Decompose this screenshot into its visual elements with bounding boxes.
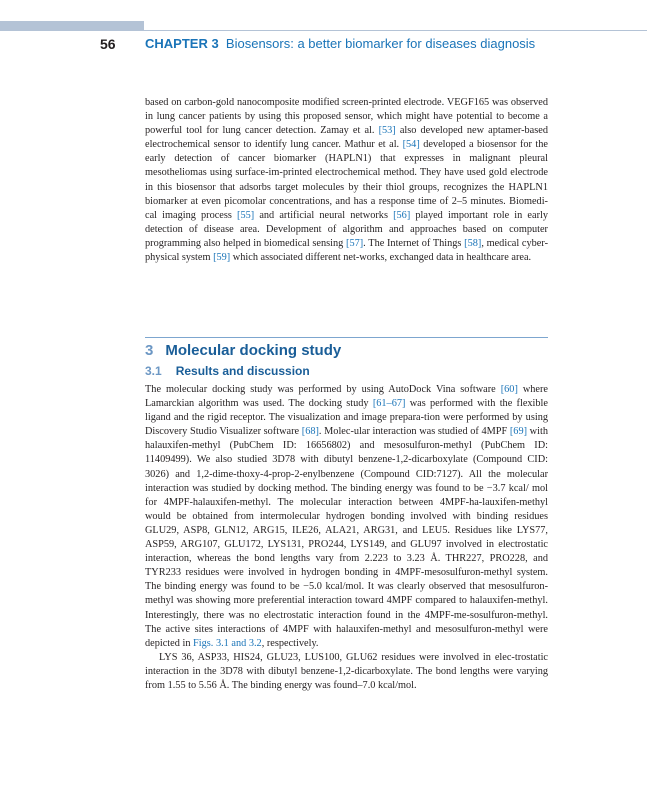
intro-block [145,96,548,265]
section-title: Molecular docking study [165,342,342,359]
chapter-title: Biosensors: a better biomarker for diseases diagnosis [225,36,536,51]
citation-link[interactable]: [54] [402,139,420,151]
figure-link[interactable]: Figs. 3.1 and 3.2 [193,637,262,649]
citation-link[interactable]: [68] [301,426,319,438]
chapter-label: CHAPTER 3 [145,36,219,51]
section-rule [145,337,548,338]
intro-paragraph: based on carbon-gold nanocomposite modified screen-printed electrode. VEGF165 was observed in lung cancer patients by using this proposed sensor, which might have potential to become a powerful tool for lung cancer detection. Zamay et al. [53] also developed new aptamer-based electrochemical sensor to identify lung cancer. Mathur et al. [54] developed a biosensor for the early detection of cancer biomarker (HAPLN1) that expresses in malignant pleural mesotheliomas using surface-im-printed electrochemical method. They have used gold electrode in this biosensor that adsorbs target molecules by their thiol groups, recognizes the HAPLN1 biomarker at even picomolar concentrations, and has a response time of 2–5 minutes. Biomedi-cal imaging process [55] and artificial neural networks [56] played important role in early detection of disease area. Development of algorithm and approaches based on computer programming also helped in biomedical sensing [57]. The Internet of Things [58], medical cyber-physical system [59] which associated different net-works, exchanged data in healthcare area. [145,97,549,264]
results-paragraph-2: LYS 36, ASP33, HIS24, GLU23, LUS100, GLU62 residues were involved in elec-trostatic interaction in the 3D78 with dibutyl benzene-1,2-dicarboxylate. The bond lengths were varying from 1.55 to 5.56 Å. The binding energy was found–7.0 kcal/mol. [145,651,548,691]
subsection-number: 3.1 [145,364,162,378]
citation-link[interactable]: [57] [346,237,364,249]
section-heading [145,342,341,359]
subsection-title: Results and discussion [175,364,310,378]
subsection-heading [145,364,310,378]
citation-link[interactable]: [55] [237,209,255,221]
section-number: 3 [145,342,154,359]
citation-link[interactable]: [69] [509,426,528,438]
citation-link[interactable]: [61–67] [372,398,406,410]
citation-link[interactable]: [59] [213,252,231,264]
chapter-heading [145,36,535,51]
header-accent-bar [0,21,144,31]
header-rule [144,30,647,31]
page-number: 56 [100,36,116,52]
citation-link[interactable]: [56] [393,209,411,221]
running-header [0,36,647,52]
citation-link[interactable]: [60] [500,384,518,395]
results-block [145,383,548,693]
citation-link[interactable]: [58] [464,237,482,249]
results-paragraph-1: The molecular docking study was performed by using AutoDock Vina software [60] where Lamarckian algorithm was used. The docking study [61–67] was performed with the flexible ligand and the rigid receptor. The visualization and image prepara-tion were performed by using Discovery Studio Visualizer software [68]. Molec-ular interaction was studied of 4MPF [69] with halauxifen-methyl (PubChem ID: 16656802) and mesosulfuron-methyl (PubChem ID: 11409499). We also studied 3D78 with dibutyl benzene-1,2-dicarboxylate (Compound CID: 3026) and 1,2-dime-thoxy-4-prop-2-enylbenzene (Compound CID:7127). All the molecular interaction was studied by docking method. The binding energy was found to be −3.7 kcal/ mol for 4MPF-halauxifen-methyl. The molecular interaction between 4MPF-ha-lauxifen-methyl would be obtained from intermolecular hydrogen bonding involved with binding residues GLU29, ASP8, GLN12, ARG15, ILE26, ALA21, ARG31, and LEU5. Residues like LYS77, ASP59, ARG107, GLU172, LYS131, PRO244, LYS149, and GLU97 involved in electrostatic interaction, whereas the bond lengths vary from 2.223 to 3.23 Å. THR227, PRO228, and TYR233 residues were involved in hydrogen bonding in 4MPF-mesosulfuron-methyl system. The binding energy was found to be −5.0 kcal/mol. It was clearly observed that mesosulfuron-methyl was showing more preferential interaction toward 4MPF compared to halauxifen-methyl. Interestingly, there was no electrostatic interaction found in the 4MPF-me-sosulfuron-methyl. The active sites interactions of 4MPF with halauxifen-methyl and mesosulfuron-methyl were depicted in Figs. 3.1 and 3.2, respectively. [145,384,548,649]
citation-link[interactable]: [53] [378,125,396,137]
